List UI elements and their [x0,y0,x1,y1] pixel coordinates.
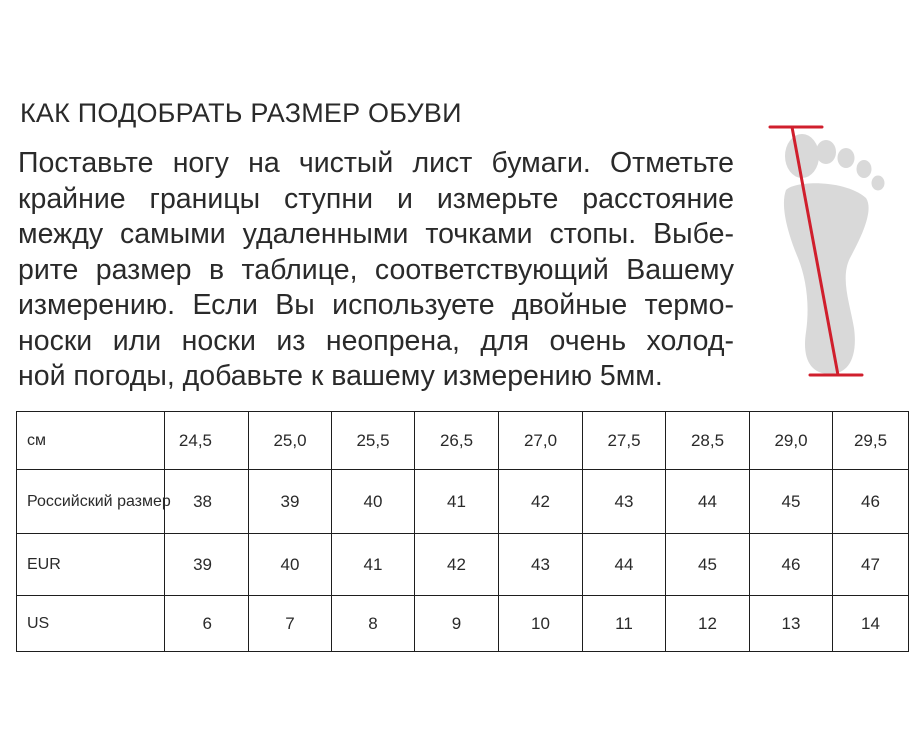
instructions-line: Поставьте ногу на чистый лист бумаги. Отметьте [18,147,734,179]
table-cell: 47 [833,534,909,596]
instructions-paragraph [18,146,734,395]
table-row-eur [17,534,909,596]
table-cell: 25,0 [249,412,332,470]
table-cell: 41 [332,534,415,596]
table-cell: 27,5 [583,412,666,470]
table-row-russian-size [17,470,909,534]
table-cell: 27,0 [499,412,583,470]
page-title: КАК ПОДОБРАТЬ РАЗМЕР ОБУВИ [20,98,462,128]
table-cell: 46 [750,534,833,596]
instructions-line: крайние границы ступни и измерьте расстояние [18,182,734,215]
table-cell: 39 [249,470,332,534]
table-cell: 14 [833,596,909,652]
table-cell: 11 [583,596,666,652]
table-cell: 40 [249,534,332,596]
table-cell: 29,0 [750,412,833,470]
table-cell: 13 [750,596,833,652]
foot-measurement-icon [766,118,896,380]
table-cell: 24,5 [165,412,249,470]
table-cell: 9 [415,596,499,652]
row-label: см [17,412,165,470]
table-cell: 42 [415,534,499,596]
table-cell: 43 [583,470,666,534]
table-cell: 12 [666,596,750,652]
table-cell: 44 [583,534,666,596]
table-cell: 42 [499,470,583,534]
table-cell: 7 [249,596,332,652]
size-chart-table [16,411,909,652]
table-cell: 38 [165,470,249,534]
row-label: EUR [17,534,165,596]
table-cell: 28,5 [666,412,750,470]
instructions-line: измерению. Если Вы используете двойные термо- [18,289,734,321]
table-cell: 43 [499,534,583,596]
table-cell: 39 [165,534,249,596]
instructions-line: рите размер в таблице, соответствующий Вашему [18,253,734,286]
instructions-line: носки или носки из неопрена, для очень холод- [18,324,734,357]
table-cell: 46 [833,470,909,534]
instructions-line: между самыми удаленными точками стопы. Выбе- [18,218,734,250]
row-label: US [17,596,165,652]
table-cell: 41 [415,470,499,534]
table-cell: 8 [332,596,415,652]
table-cell: 10 [499,596,583,652]
table-row-us [17,596,909,652]
row-label: Российский размер [17,470,165,534]
table-cell: 45 [750,470,833,534]
table-row-cm [17,412,909,470]
table-cell: 26,5 [415,412,499,470]
table-cell: 44 [666,470,750,534]
instructions-line: ной погоды, добавьте к вашему измерению 5мм. [18,360,663,392]
table-cell: 45 [666,534,750,596]
table-cell: 6 [165,596,249,652]
table-cell: 25,5 [332,412,415,470]
table-cell: 29,5 [833,412,909,470]
table-cell: 40 [332,470,415,534]
